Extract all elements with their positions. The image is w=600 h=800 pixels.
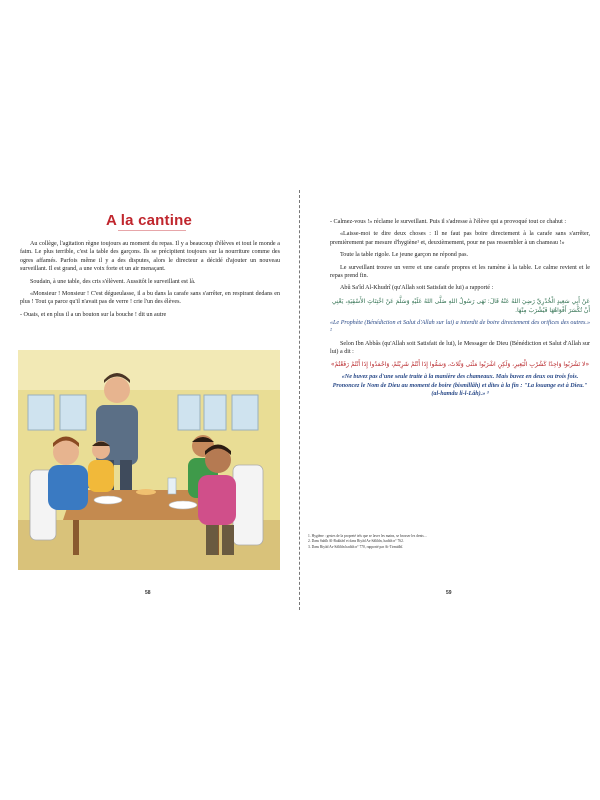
paragraph: «Monsieur ! Monsieur ! C'est dégueulasse, il a bu dans la carafe sans s'arrêter, en respirant dedans en plus ! Tout ça parce qu'il n'avait pas de verre ! crie l'un des élèves. — [20, 291, 280, 306]
hadith-translation: «Ne buvez pas d'une seule traite à la manière des chameaux. Mais buvez en deux ou trois fois. Prononcez le Nom de Dieu au moment de boire (bismillâh) et dites à la fin : "La louange est à Dieu." (al-hamdu li-l-Lâh).» ³ — [332, 374, 588, 398]
page-number: 58 — [145, 590, 151, 596]
hadith-translation: «Le Prophète (Bénédiction et Salut d'Allah sur lui) a interdit de boire directement des orifices des outres.» ² — [330, 319, 590, 335]
book-spread — [0, 190, 600, 610]
chapter-title: A la cantine — [105, 212, 193, 229]
left-page — [0, 190, 298, 610]
right-page-text — [330, 218, 590, 403]
paragraph: Au collège, l'agitation règne toujours au moment du repas. Il y a beaucoup d'élèves et tout le monde a faim. Le plus terrible, c'est la table des garçons. Ils se précipitent toujours sur la nourriture comme des ogres affamés. Parfois même il y a des disputes, alors le directeur a décidé d'ajouter un nouveau surveillant. Il est grand, a une voix forte et un air menaçant. — [20, 241, 280, 273]
paragraph: Soudain, à une table, des cris s'élèvent. Aussitôt le surveillant est là. — [30, 278, 196, 285]
footnote: 3. Dans Riyâd As-Sâlihîn hadith n° 770, rapporté par At-Tirmidhî. — [308, 544, 404, 549]
cafeteria-illustration — [18, 350, 280, 570]
arabic-hadith: «لا تَشْرَبُوا وَاحِدًا كَشُرْبِ الْبَعِيرِ، وَلَكِنِ اشْرَبُوا مَثْنَى وَثُلاثَ، وَسَمُّوا إِذَا أَنْتُمْ شَرِبْتُمْ، وَاحْمَدُوا إِذَا أَنْتُمْ رَفَعْتُمْ» — [330, 361, 590, 369]
arabic-hadith: عَنْ أَبِي سَعِيدٍ الْخُدْرِيِّ رَضِيَ اللهُ عَنْهُ قَالَ: نَهَى رَسُولُ اللهِ صَلَّى اللهُ عَلَيْهِ وَسَلَّمَ عَنْ اخْتِنَاثِ الأَسْقِيَةِ، يَعْنِي أَنْ تُكْسَرَ أَفْوَاهُهَا فَيُشْرَبَ مِنْهَا. — [331, 297, 590, 314]
dialogue-line: - Ouais, et en plus il a un bouton sur la bouche ! dit un autre — [20, 311, 167, 318]
paragraph: «Laisse-moi te dire deux choses : Il ne faut pas boire directement à la carafe sans s'arrêter, premièrement par mesure d'hygiène¹ et, deuxièmement, pour ne pas ressembler à un chameau !» — [330, 231, 590, 246]
footnote: 1. Hygiène : gestes de la propreté tels que se laver les mains, se brosser les dents… — [308, 534, 428, 538]
footnote: 2. Dans Sahîh Al-Bukhârî et dans Riyâd As-Sâlihîn, hadith n° 762. — [308, 539, 404, 544]
page-number: 59 — [446, 590, 452, 596]
paragraph: Toute la table rigole. Le jeune garçon ne répond pas. — [340, 252, 468, 259]
page-fold — [299, 190, 300, 610]
paragraph: Le surveillant trouve un verre et une carafe propres et les ramène à la table. Le calme revient et le repas prend fin. — [330, 264, 590, 280]
dialogue-line: - Calmez-vous !» réclame le surveillant. Puis il s'adresse à l'élève qui a provoqué tout ce chahut : — [330, 219, 567, 225]
paragraph: Abû Sa'îd Al-Khudrî (qu'Allah soit Satisfait de lui) a rapporté : — [340, 285, 494, 292]
footnotes — [308, 534, 568, 550]
title-underline — [118, 230, 186, 231]
left-page-text — [20, 240, 280, 323]
paragraph: Selon Ibn Abbâs (qu'Allah soit Satisfait de lui), le Messager de Dieu (Bénédiction et Salut d'Allah sur lui) a dit : — [330, 340, 590, 356]
